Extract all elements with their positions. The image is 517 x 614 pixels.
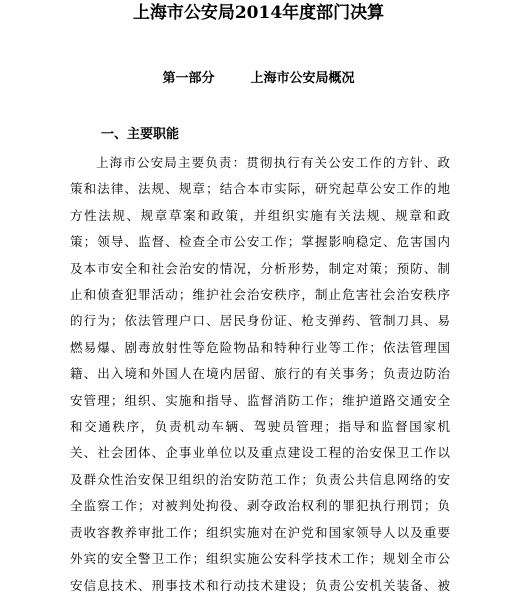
body-line: 外宾的安全警卫工作；组织实施公安科学技术工作；规划全市公 xyxy=(70,551,450,567)
body-paragraph xyxy=(70,150,450,599)
body-line: 及本市安全和社会治安的情况，分析形势，制定对策；预防、制 xyxy=(70,260,450,276)
body-line: 安信息技术、刑事技术和行动技术建设；负责公安机关装备、被 xyxy=(70,577,450,593)
body-line: 全监察工作；对被判处拘役、剥夺政治权利的罪犯执行刑罚；负 xyxy=(70,498,450,514)
body-line: 方性法规、规章草案和政策，并组织实施有关法规、规章和政 xyxy=(70,207,450,223)
part-heading xyxy=(0,70,517,88)
body-line: 止和侦查犯罪活动；维护社会治安秩序，制止危害社会治安秩序 xyxy=(70,287,450,303)
body-line: 策和法律、法规、规章；结合本市实际，研究起草公安工作的地 xyxy=(70,181,450,197)
document-title: 上海市公安局2014年度部门决算 xyxy=(132,3,385,23)
section-heading: 一、主要职能 xyxy=(101,127,180,142)
body-line: 关、社会团体、企事业单位以及重点建设工程的治安保卫工作以 xyxy=(70,445,450,461)
body-line: 和交通秩序，负责机动车辆、驾驶员管理；指导和监督国家机 xyxy=(70,419,450,435)
part-title: 上海市公安局概况 xyxy=(250,71,355,86)
body-line: 策；领导、监督、检查全市公安工作；掌握影响稳定、危害国内 xyxy=(70,234,450,250)
body-line: 安管理；组织、实施和指导、监督消防工作；维护道路交通安全 xyxy=(70,392,450,408)
part-number: 第一部分 xyxy=(162,71,215,86)
body-line: 籍、出入境和外国人在境内居留、旅行的有关事务；负责边防治 xyxy=(70,366,450,382)
body-line: 燃易爆、剧毒放射性等危险物品和特种行业等工作；依法管理国 xyxy=(70,339,450,355)
body-line: 上海市公安局主要负责：贯彻执行有关公安工作的方针、政 xyxy=(96,155,450,170)
body-line: 及群众性治安保卫组织的治安防范工作；负责公共信息网络的安 xyxy=(70,471,450,487)
body-line: 责收容教养审批工作；组织实施对在沪党和国家领导人以及重要 xyxy=(70,524,450,540)
body-line: 的行为；依法管理户口、居民身份证、枪支弹药、管制刀具、易 xyxy=(70,313,450,329)
